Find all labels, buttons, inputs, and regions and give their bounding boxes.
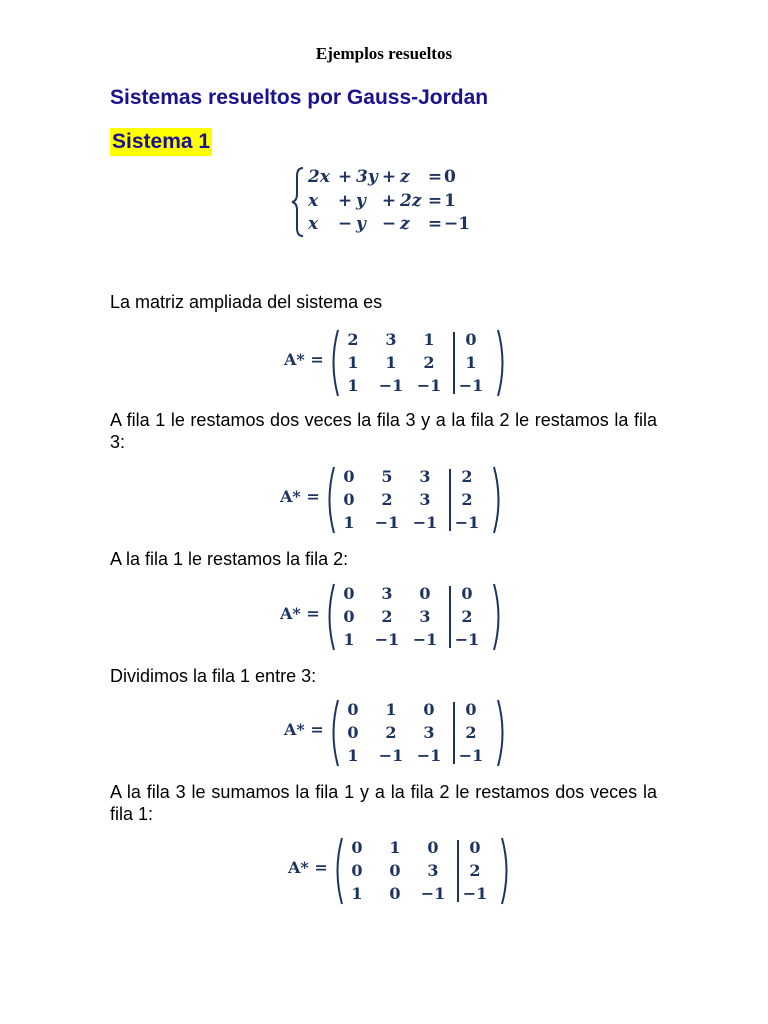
equation-term: 1 (444, 190, 456, 211)
equation-term: x (308, 214, 319, 234)
matrix-cell: 0 (427, 838, 439, 857)
matrix-label: A* = (288, 858, 328, 877)
matrix-cell: 0 (389, 861, 401, 880)
matrix-cell: 0 (419, 584, 431, 603)
matrix-cell: 3 (419, 490, 431, 509)
matrix-cell: 0 (347, 700, 359, 719)
step-text-4: Dividimos la fila 1 entre 3: (110, 666, 317, 686)
matrix-cell: −1 (458, 376, 484, 395)
matrix-cell: 1 (343, 513, 355, 532)
matrix-cell: 0 (465, 330, 477, 349)
matrix-cell: 0 (469, 838, 481, 857)
equation-term: y (356, 214, 366, 234)
matrix-cell: 0 (343, 467, 355, 486)
equation-term: −1 (444, 214, 471, 234)
matrix-cell: 1 (343, 630, 355, 649)
matrix-cell: 3 (427, 861, 439, 880)
matrix-cell: −1 (374, 630, 400, 649)
matrix-cell: −1 (412, 630, 438, 649)
matrix-cell: 2 (385, 723, 397, 742)
matrix-cell: 0 (343, 607, 355, 626)
equation-term: − (381, 214, 397, 234)
equation-term: 2z (400, 190, 422, 211)
matrix-cell: 0 (347, 723, 359, 742)
matrix-label: A* = (280, 604, 320, 623)
subsection-title: Sistema 1 (110, 128, 212, 156)
matrix-cell: 1 (347, 353, 359, 372)
matrix-cell: −1 (458, 746, 484, 765)
matrix-cell: 1 (347, 376, 359, 395)
equation-row (308, 213, 470, 237)
step-text-2: A fila 1 le restamos dos veces la fila 3 y a la fila 2 le restamos la fila 3: (110, 410, 657, 452)
equation-term: 0 (444, 167, 456, 187)
equation-term: + (337, 190, 353, 211)
right-paren (498, 330, 503, 396)
document-header: Ejemplos resueltos (315, 44, 453, 63)
matrix-cell: 1 (465, 353, 477, 372)
right-paren (494, 584, 499, 650)
matrix-cell: 1 (385, 700, 397, 719)
matrix-cell: 0 (423, 700, 435, 719)
matrix-cell: −1 (378, 376, 404, 395)
matrix-cell: 0 (351, 838, 363, 857)
section-title: Sistemas resueltos por Gauss-Jordan (110, 86, 489, 109)
equation-row (308, 190, 470, 214)
right-paren (498, 700, 503, 766)
equation-term: = (427, 214, 443, 234)
step-text-3: A la fila 1 le restamos la fila 2: (110, 549, 349, 569)
matrix-cell: 2 (347, 330, 359, 349)
equation-term: − (337, 214, 353, 234)
matrix-cell: 0 (465, 700, 477, 719)
matrix-cell: 3 (385, 330, 397, 349)
matrix-label: A* = (284, 350, 324, 369)
matrix-cell: 1 (423, 330, 435, 349)
matrix-cell: −1 (462, 884, 488, 903)
matrix-cell: 3 (423, 723, 435, 742)
matrix-cell: 0 (389, 884, 401, 903)
step-text-5: A la fila 3 le sumamos la fila 1 y a la fila 2 le restamos dos veces la fila 1: (110, 782, 657, 824)
step-text-1: La matriz ampliada del sistema es (110, 292, 383, 312)
matrix-cell: 1 (385, 353, 397, 372)
equation-term: + (381, 167, 397, 187)
matrix-cell: 2 (461, 607, 473, 626)
equation-term: y (356, 190, 366, 211)
matrix-label: A* = (284, 720, 324, 739)
matrix-cell: 1 (389, 838, 401, 857)
matrix-cell: 2 (465, 723, 477, 742)
matrix-cell: 2 (469, 861, 481, 880)
matrix-cell: 0 (343, 490, 355, 509)
equation-term: + (381, 190, 397, 211)
matrix-cell: 2 (381, 490, 393, 509)
equation-row (308, 166, 470, 190)
matrix-cell: 2 (381, 607, 393, 626)
equation-term: 3y (356, 167, 378, 187)
equation-term: z (400, 214, 410, 234)
equation-term: = (427, 167, 443, 187)
matrix-cell: 2 (461, 490, 473, 509)
matrix-cell: −1 (416, 376, 442, 395)
matrix-label: A* = (280, 487, 320, 506)
matrix-cell: 5 (381, 467, 393, 486)
matrix-cell: 1 (347, 746, 359, 765)
left-brace-icon (290, 166, 306, 238)
matrix-cell: 2 (423, 353, 435, 372)
matrix-cell: −1 (412, 513, 438, 532)
equation-term: = (427, 190, 443, 211)
matrix-cell: −1 (416, 746, 442, 765)
equation-term: + (337, 167, 353, 187)
matrix-cell: 1 (351, 884, 363, 903)
equation-term: z (400, 167, 410, 187)
equation-term: x (308, 190, 319, 211)
matrix-cell: −1 (454, 630, 480, 649)
matrix-cell: 3 (419, 467, 431, 486)
equation-term: 2x (308, 167, 330, 187)
matrix-cell: 3 (419, 607, 431, 626)
matrix-cell: −1 (420, 884, 446, 903)
matrix-cell: −1 (378, 746, 404, 765)
matrix-cell: −1 (374, 513, 400, 532)
matrix-cell: 3 (381, 584, 393, 603)
right-paren (502, 838, 507, 904)
matrix-cell: 2 (461, 467, 473, 486)
matrix-cell: 0 (461, 584, 473, 603)
matrix-cell: 0 (343, 584, 355, 603)
matrix-cell: 0 (351, 861, 363, 880)
right-paren (494, 467, 499, 533)
matrix-cell: −1 (454, 513, 480, 532)
